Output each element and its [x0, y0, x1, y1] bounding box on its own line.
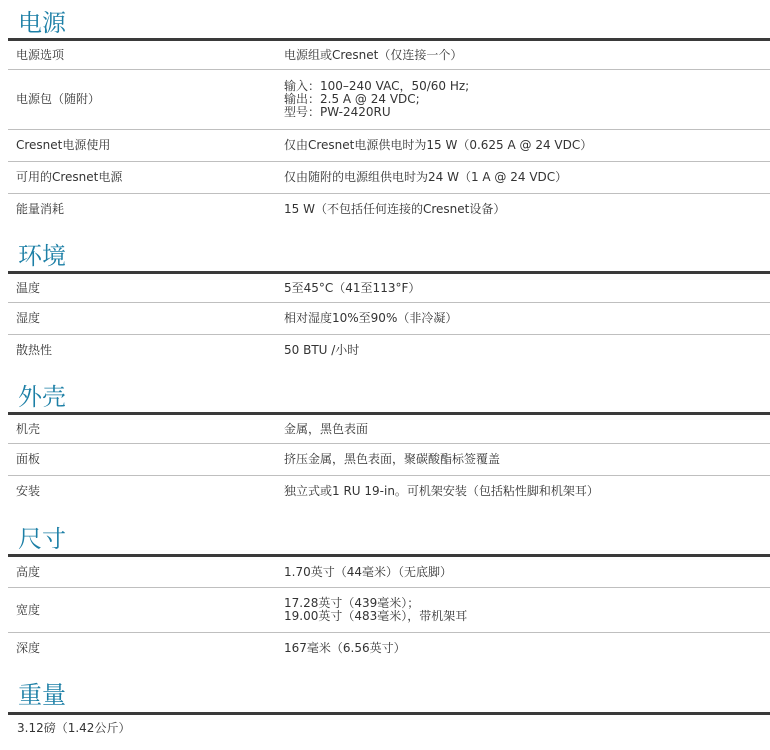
spec-label: 散热性	[16, 343, 53, 358]
spec-label: 面板	[16, 452, 41, 466]
spec-label: Cresnet电源使用	[16, 138, 111, 152]
spec-label: 温度	[16, 280, 41, 295]
table-row	[8, 273, 770, 303]
spec-value: 5至45°C（41至113°F）	[284, 280, 421, 295]
spec-table	[8, 38, 770, 226]
spec-value: 独立式或1 RU 19-in。可机架安装（包括粘性脚和机架耳）	[284, 484, 599, 499]
spec-label: 电源选项	[16, 47, 65, 62]
section-weight	[0, 680, 770, 710]
table-row	[8, 476, 770, 508]
spec-label: 能量消耗	[16, 202, 65, 217]
table-row	[8, 633, 770, 665]
section-dimensions	[0, 524, 770, 665]
spec-value: 50 BTU /小时	[284, 343, 360, 358]
section-enclosure	[0, 382, 770, 508]
section-title: 外壳	[18, 383, 66, 411]
spec-value: 仅由Cresnet电源供电时为15 W（0.625 A @ 24 VDC）	[284, 138, 593, 152]
spec-table	[8, 412, 770, 508]
section-title: 电源	[18, 9, 66, 37]
spec-value: 17.28英寸（439毫米）； 19.00英寸（483毫米），带机架耳	[284, 596, 468, 623]
table-row	[8, 40, 770, 70]
spec-label: 电源包（随附）	[16, 92, 101, 106]
section-title: 尺寸	[18, 525, 66, 553]
spec-label: 机壳	[16, 421, 41, 436]
table-row	[8, 556, 770, 588]
spec-label: 湿度	[16, 311, 41, 325]
spec-label: 宽度	[16, 602, 41, 617]
spec-value: 仅由随附的电源组供电时为24 W（1 A @ 24 VDC）	[284, 170, 568, 184]
spec-label: 高度	[16, 564, 41, 579]
section-title: 环境	[18, 242, 66, 270]
table-row	[8, 588, 770, 633]
table-row	[8, 303, 770, 335]
spec-value: 相对湿度10%至90%（非冷凝）	[284, 311, 458, 325]
weight-value: 3.12磅（1.42公斤）	[17, 721, 131, 735]
spec-table	[8, 554, 770, 665]
spec-value: 挤压金属，黑色表面，聚碳酸酯标签覆盖	[284, 452, 501, 466]
table-row	[8, 130, 770, 162]
section-title: 重量	[18, 681, 66, 709]
spec-value: 15 W（不包括任何连接的Cresnet设备）	[284, 202, 506, 217]
spec-table	[8, 271, 770, 367]
spec-value: 167毫米（6.56英寸）	[284, 641, 406, 656]
spec-value: 输入：100–240 VAC，50/60 Hz; 输出：2.5 A @ 24 VDC; 型号：PW-2420RU	[284, 79, 470, 119]
spec-label: 深度	[16, 641, 41, 656]
spec-value: 电源组或Cresnet（仅连接一个）	[284, 47, 463, 62]
table-row	[8, 414, 770, 444]
spec-label: 可用的Cresnet电源	[16, 170, 123, 184]
spec-label: 安装	[16, 484, 41, 499]
table-row	[8, 335, 770, 367]
table-row	[8, 194, 770, 226]
section-environment	[0, 241, 770, 367]
table-row	[8, 70, 770, 130]
table-row	[8, 162, 770, 194]
divider	[8, 712, 770, 715]
spec-value: 金属，黑色表面	[284, 421, 369, 436]
spec-value: 1.70英寸（44毫米）（无底脚）	[284, 564, 452, 579]
table-row	[8, 444, 770, 476]
section-power	[0, 8, 770, 226]
